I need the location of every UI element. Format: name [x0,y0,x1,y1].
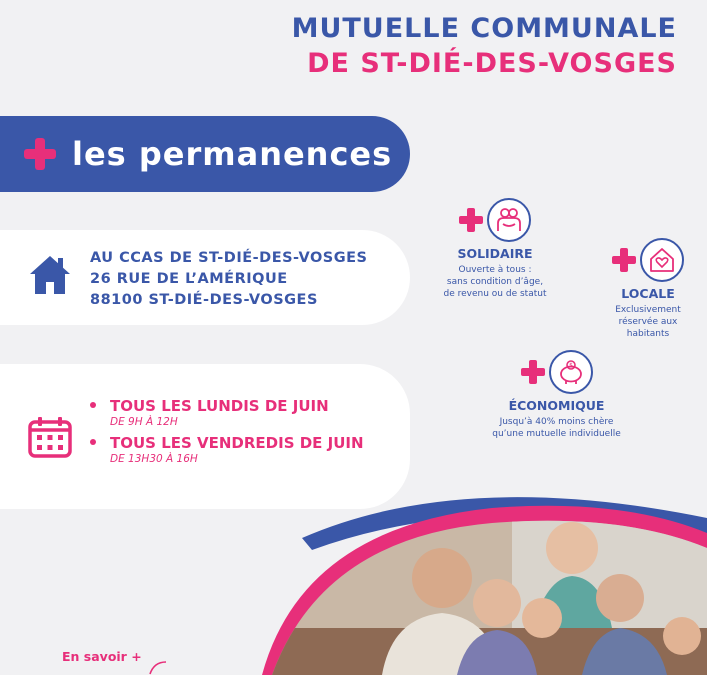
feature-solidaire [430,198,560,300]
feature-name: LOCALE [621,286,675,301]
feature-economique [474,350,639,440]
svg-text:$: $ [568,362,573,370]
title-line-1: MUTUELLE COMMUNALE [291,13,677,44]
desc-line: Ouverte à tous : [458,265,532,275]
house-icon [28,254,72,296]
title-line-2: DE ST-DIÉ-DES-VOSGES [307,48,677,79]
page-title [292,12,677,82]
plus-icon [521,360,545,384]
plus-icon [459,208,483,232]
feature-name: SOLIDAIRE [457,246,533,261]
schedule-day: TOUS LES VENDREDIS DE JUIN [110,434,364,452]
desc-line: de revenu ou de statut [443,289,547,299]
home-heart-icon [640,238,684,282]
schedule-time: DE 13H30 À 16H [110,453,198,465]
schedule-list [90,396,364,470]
feature-desc [598,304,698,340]
family-photo [262,478,707,675]
desc-line: habitants [626,329,670,339]
desc-line: Exclusivement [615,305,681,315]
list-item [90,396,364,429]
schedule-day: TOUS LES LUNDIS DE JUIN [110,397,329,415]
schedule-time: DE 9H À 12H [110,416,178,428]
feature-desc [430,264,560,300]
address-line: AU CCAS DE ST-DIÉ-DES-VOSGES [90,250,368,266]
permanences-title: les permanences [72,135,393,173]
address-card [0,230,410,325]
feature-locale [598,238,698,340]
desc-line: sans condition d’âge, [446,277,544,287]
learn-more-link[interactable]: En savoir + [62,649,142,664]
bullet-icon [90,402,96,408]
piggy-bank-icon [549,350,593,394]
arrow-curve-icon [148,660,178,675]
bullet-icon [90,439,96,445]
address-line: 26 RUE DE L’AMÉRIQUE [90,271,288,287]
plus-icon [612,248,636,272]
list-item [90,433,364,466]
plus-icon [24,138,56,170]
permanences-banner [0,116,410,192]
address-lines [90,248,368,311]
feature-name: ÉCONOMIQUE [508,398,605,413]
feature-desc [474,416,639,440]
desc-line: Jusqu’à 40% moins chère [499,417,614,427]
hug-icon [487,198,531,242]
address-line: 88100 ST-DIÉ-DES-VOSGES [90,292,318,308]
desc-line: qu’une mutuelle individuelle [492,429,621,439]
desc-line: réservée aux [618,317,678,327]
calendar-icon [28,416,72,458]
